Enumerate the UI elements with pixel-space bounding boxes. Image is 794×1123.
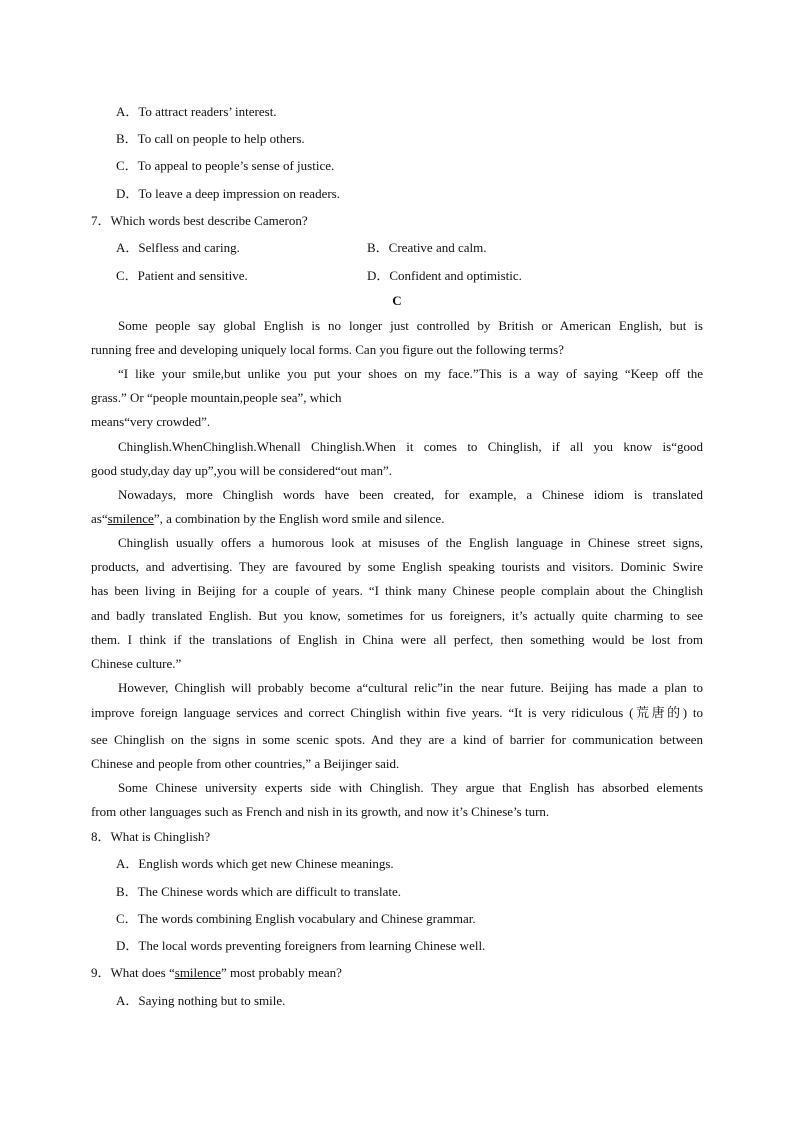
passage-line: and badly translated English. But you know, sometimes for us foreigners, it’s actually quite charming to see [91, 608, 703, 623]
passage-line: Nowadays, more Chinglish words have been created, for example, a Chinese idiom is translated [118, 487, 703, 502]
q9-option-a: A．Saying nothing but to smile. [116, 993, 286, 1008]
q8-option-b: B．The Chinese words which are difficult to translate. [116, 884, 401, 899]
q8-option-a: A．English words which get new Chinese meanings. [116, 856, 394, 871]
passage-line: improve foreign language services and correct Chinglish within five years. “It is very ridiculous (荒唐的) to [91, 705, 703, 720]
passage-line: Chinglish usually offers a humorous look at misuses of the English language in Chinese street signs, [118, 535, 703, 550]
q7-option-a: A．Selfless and caring. [116, 240, 240, 255]
q9-stem-text: 9．What does “ [91, 965, 175, 980]
passage-title: C [392, 293, 402, 308]
passage-line: However, Chinglish will probably become a“cultural relic”in the near future. Beijing has made a plan to [118, 680, 703, 695]
q6-option-a: A．To attract readers’ interest. [116, 104, 277, 119]
passage-line: products, and advertising. They are favoured by some English speaking tourists and visitors. Dominic Swire [91, 559, 703, 574]
passage-line: “I like your smile,but unlike you put your shoes on my face.”This is a way of saying “Keep off the [118, 366, 703, 381]
q8-stem: 8．What is Chinglish? [91, 829, 211, 844]
passage-line: from other languages such as French and nish in its growth, and now it’s Chinese’s turn. [91, 804, 550, 819]
q7-option-d: D．Confident and optimistic. [367, 268, 522, 283]
q6-option-c: C．To appeal to people’s sense of justice. [116, 158, 335, 173]
passage-line: running free and developing uniquely local forms. Can you figure out the following terms? [91, 342, 564, 357]
q7-option-c: C．Patient and sensitive. [116, 268, 248, 283]
q7-option-b: B．Creative and calm. [367, 240, 487, 255]
passage-line: grass.” Or “people mountain,people sea”, which [91, 390, 342, 405]
smilence-word: smilence [174, 965, 221, 980]
passage-line: Some Chinese university experts side with Chinglish. They argue that English has absorbed elements [118, 780, 703, 795]
passage-line: them. I think if the translations of English in China were all perfect, then something would be lost from [91, 632, 703, 647]
q6-option-d: D．To leave a deep impression on readers. [116, 186, 340, 201]
passage-text: as“ [91, 511, 108, 526]
q9-stem-text: ” most probably mean? [220, 965, 342, 980]
passage-line [91, 511, 444, 527]
passage-line: has been living in Beijing for a couple of years. “I think many Chinese people complain about the Chinglish [91, 583, 703, 598]
q6-option-b: B．To call on people to help others. [116, 131, 305, 146]
passage-line: Chinese and people from other countries,” a Beijinger said. [91, 756, 400, 771]
q9-stem [91, 965, 342, 981]
passage-line: see Chinglish on the signs in some scenic spots. And they are a kind of barrier for communication between [91, 732, 703, 747]
q7-stem: 7．Which words best describe Cameron? [91, 213, 308, 228]
passage-text: ”, a combination by the English word smile and silence. [153, 511, 445, 526]
q8-option-d: D．The local words preventing foreigners from learning Chinese well. [116, 938, 486, 953]
smilence-word: smilence [107, 511, 154, 526]
passage-line: means“very crowded”. [91, 414, 211, 429]
passage-line: Chinese culture.” [91, 656, 182, 671]
q8-option-c: C．The words combining English vocabulary and Chinese grammar. [116, 911, 476, 926]
passage-line: good study,day day up”,you will be considered“out man”. [91, 463, 392, 478]
passage-line: Chinglish.WhenChinglish.Whenall Chinglish.When it comes to Chinglish, if all you know is“good [118, 439, 703, 454]
passage-line: Some people say global English is no longer just controlled by British or American English, but is [118, 318, 703, 333]
